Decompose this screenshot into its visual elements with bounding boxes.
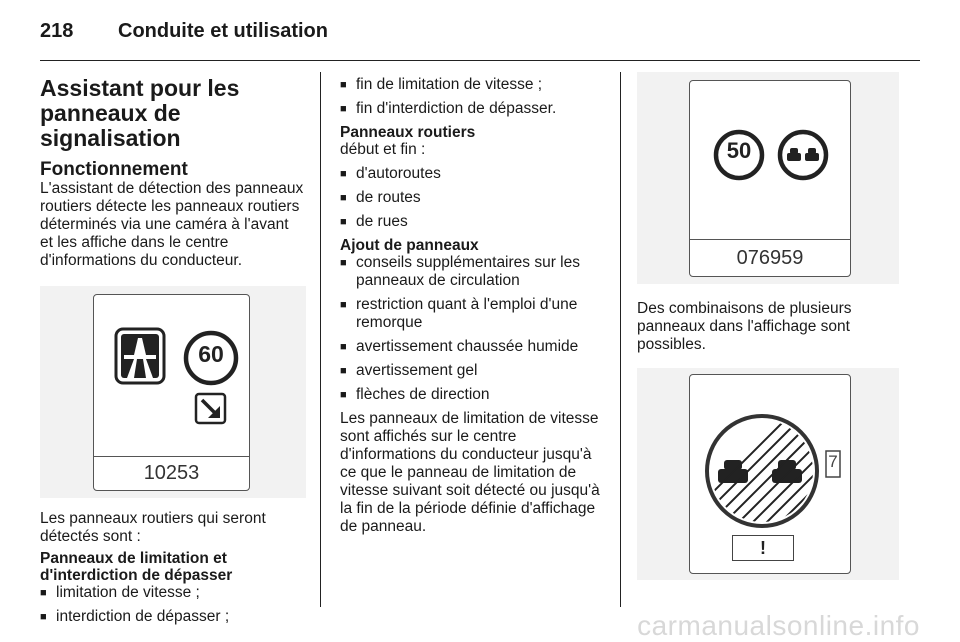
limitation-list-continued [340,76,605,118]
speed-limit-value: 50 [726,138,752,163]
chapter-title: Conduite et utilisation [118,20,328,42]
road-signs-sub: début et fin : [340,141,426,158]
speed-display-paragraph: Les panneaux de limitation de vitesse sont affichés sur le centre d'informations du conducteur jusqu'à ce que le panneau de limitation de vitesse suivant soit détecté ou jusqu'à la fin de la période définie d'affichage de panneau. [340,410,600,535]
speed-limit-value: 60 [198,341,224,367]
detected-intro: Les panneaux routiers qui seront détectés sont : [40,510,266,545]
list-item: ■ avertissement chaussée humide [340,338,605,356]
list-item: ■ avertissement gel [340,362,605,380]
road-signs-heading: Panneaux routiers [340,124,476,141]
column-3 [637,76,907,580]
list-item: ■ fin de limitation de vitesse ; [340,76,605,94]
intro-paragraph: L'assistant de détection des panneaux routiers détecte les panneaux routiers déterminés via une caméra à l'avant et les affiche dans le centre d'informations du conducteur. [40,180,304,269]
combination-paragraph: Des combinaisons de plusieurs panneaux dans l'affichage sont possibles. [637,300,852,353]
road-signs-list [340,165,605,231]
header-rule [40,60,920,61]
list-item: ■ flèches de direction [340,386,605,404]
direction-arrow-icon [94,295,251,455]
plate-number: 7 [828,452,838,471]
display-panel [689,374,851,574]
section-title: Assistant pour les panneaux de signalisation [40,75,240,151]
limitation-heading: Panneaux de limitation et d'interdiction de dépasser [40,550,233,584]
column-2 [340,76,605,536]
limitation-list [40,584,305,626]
list-item: ■ d'autoroutes [340,165,605,183]
column-divider [620,72,621,607]
page-header [40,20,920,60]
odometer-value: 10253 [94,456,249,490]
no-overtaking-sign-icon [690,81,852,241]
list-item: ■ restriction quant à l'emploi d'une remorque [340,296,605,332]
figure-end-restriction-display [637,368,899,580]
figure-motorway-display [40,286,306,498]
list-item: ■ limitation de vitesse ; [40,584,305,602]
list-item: ■ interdiction de dépasser ; [40,608,305,626]
odometer-value: 076959 [690,239,850,276]
list-item: ■ de rues [340,213,605,231]
display-panel [689,80,851,277]
list-item: ■ fin d'interdiction de dépasser. [340,100,605,118]
additional-signs-list [340,254,605,404]
page-number: 218 [40,20,74,42]
list-item: ■ de routes [340,189,605,207]
display-panel [93,294,250,491]
figure-combined-display [637,72,899,284]
list-item: ■ conseils supplémentaires sur les panneaux de circulation [340,254,605,290]
subsection-title: Fonctionnement [40,159,188,180]
watermark: carmanualsonline.info [637,610,920,641]
column-divider [320,72,321,607]
warning-box [732,535,794,561]
warning-mark: ! [760,538,766,558]
column-1 [40,76,305,632]
additional-signs-heading: Ajout de panneaux [340,237,479,254]
